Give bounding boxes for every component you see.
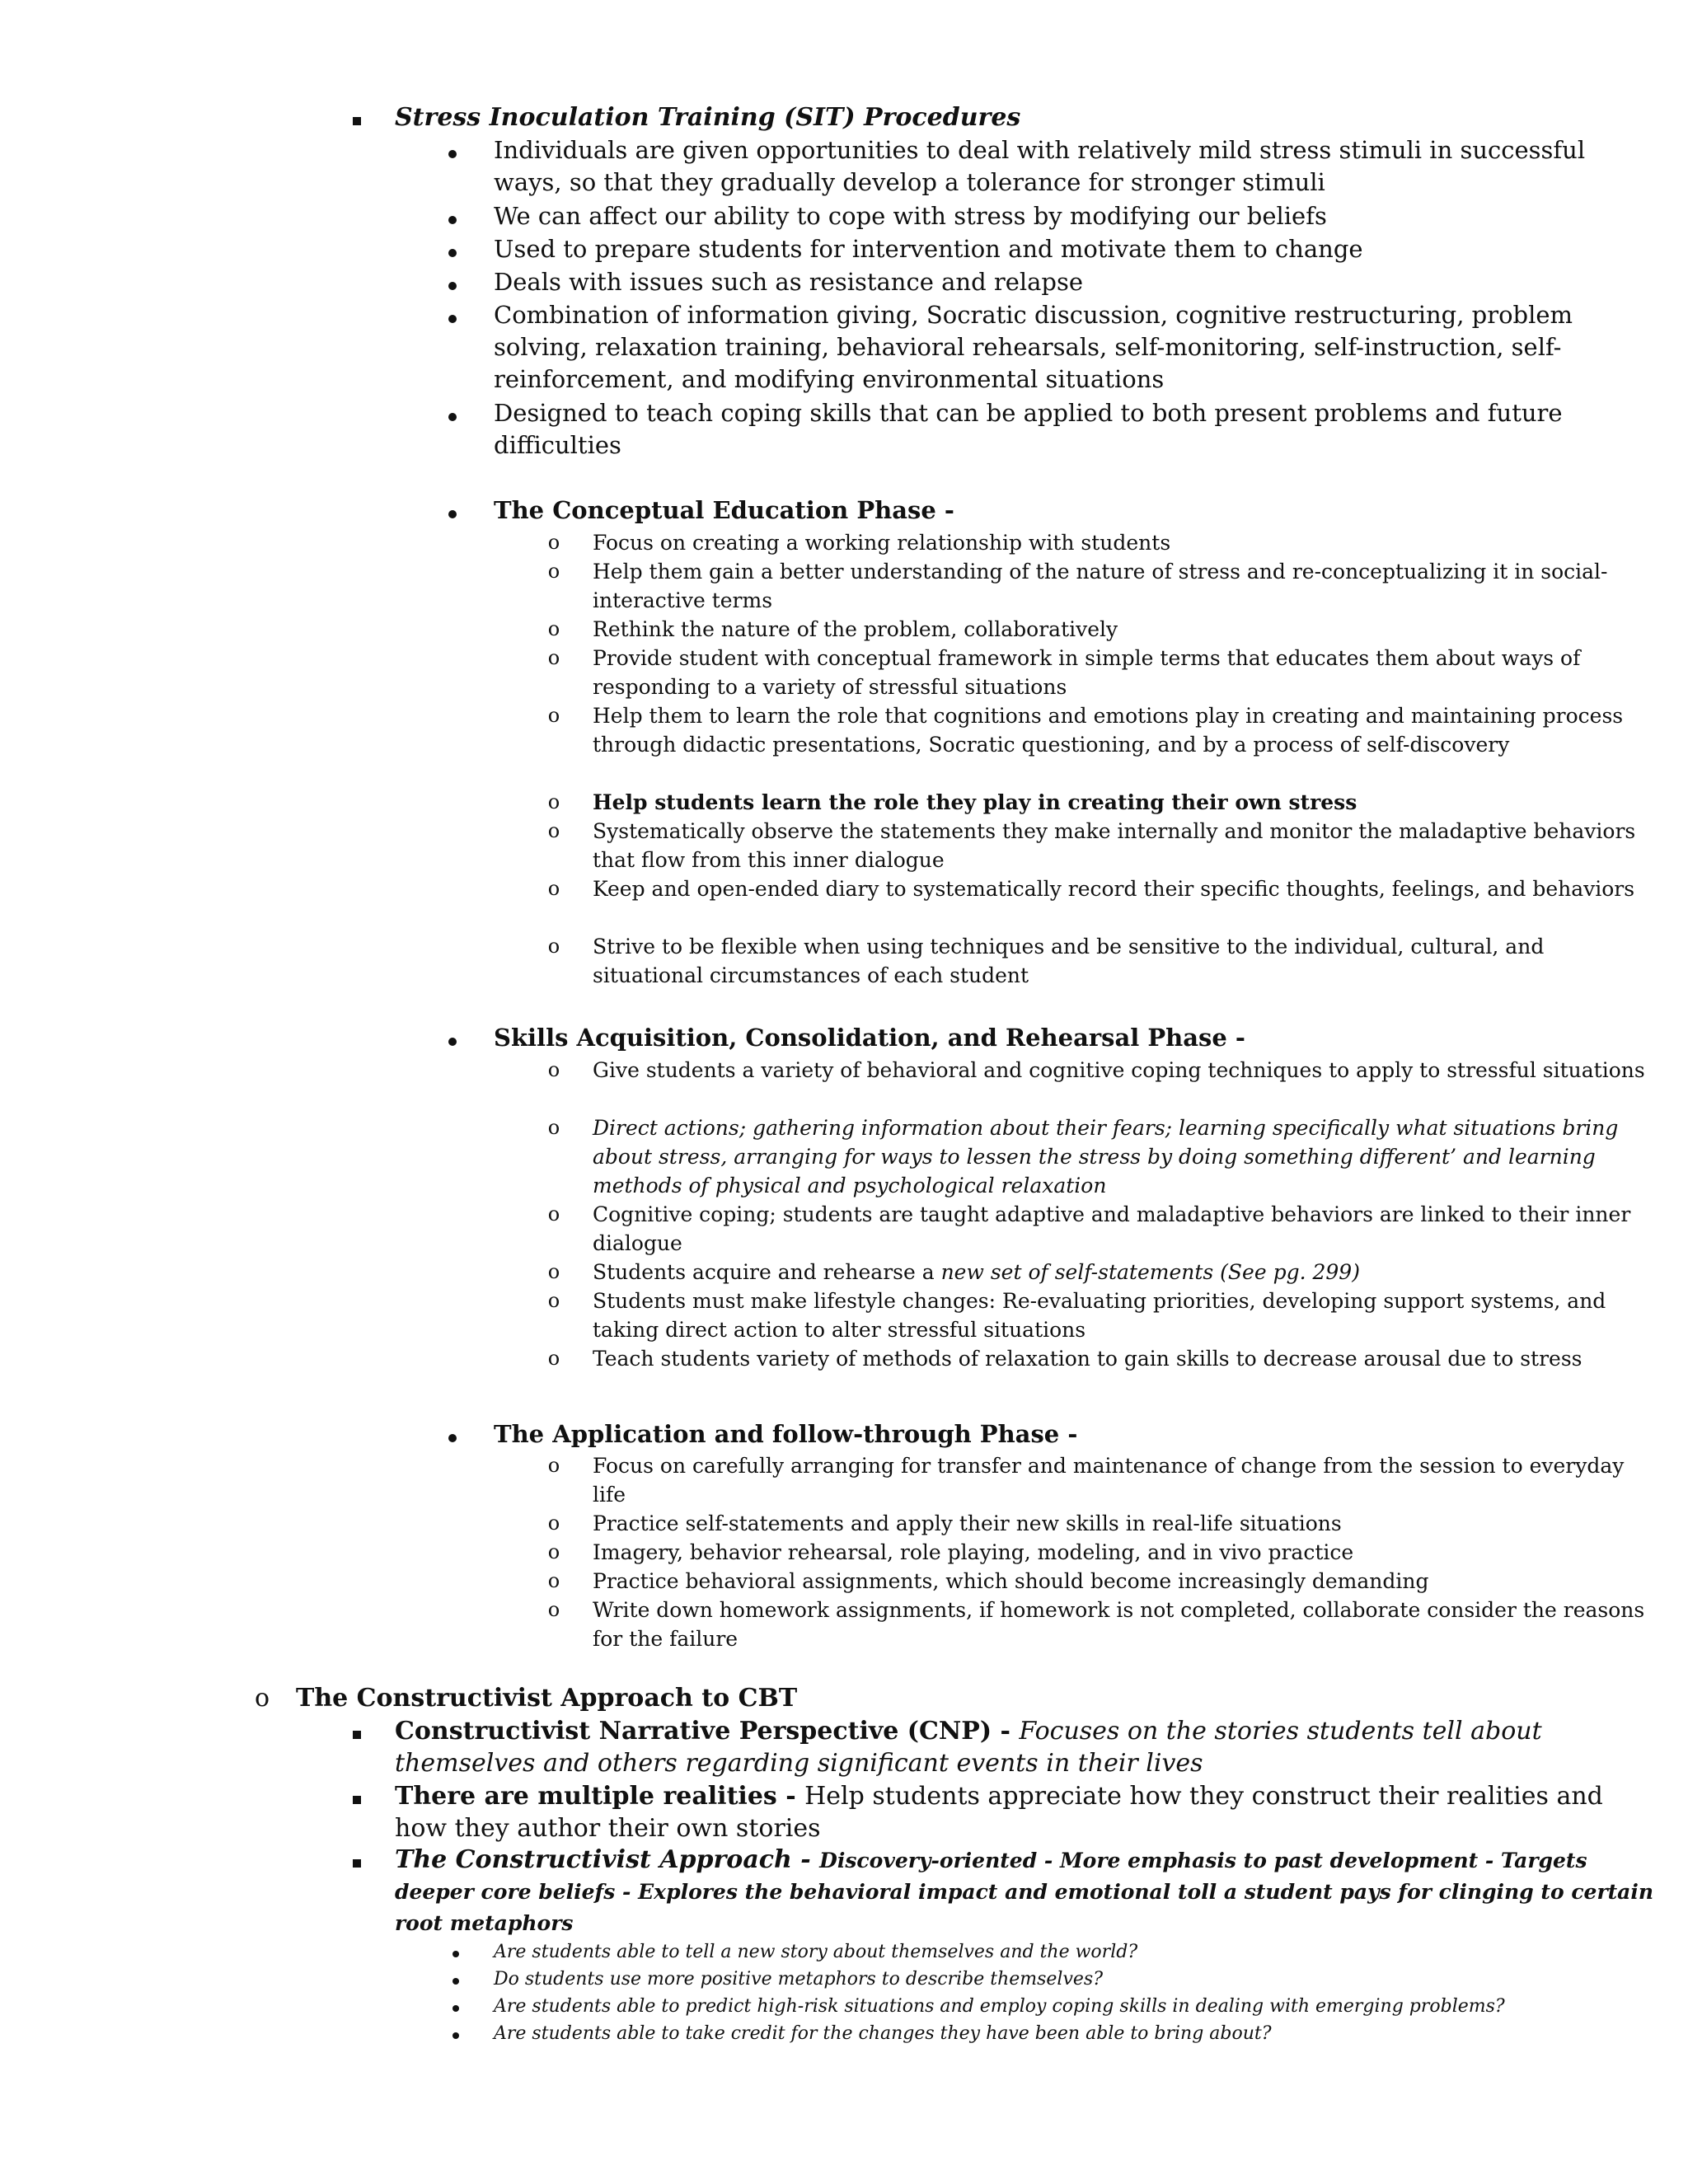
skills-item <box>547 1286 1655 1344</box>
conceptual-heading-item <box>494 494 1655 527</box>
circle-bullet-icon: o <box>547 560 560 583</box>
circle-bullet-icon: o <box>547 1058 560 1081</box>
question-text: Do students use more positive metaphors to describe themselves? <box>494 1969 1103 1990</box>
application-item-text: Write down homework assignments, if homework is not completed, collaborate consider the reasons for the failure <box>593 1598 1645 1651</box>
round-bullet-icon <box>444 200 461 232</box>
conceptual-item <box>547 701 1655 759</box>
conceptual-item-text: Help students learn the role they play in creating their own stress <box>593 790 1357 814</box>
round-bullet-icon <box>448 1993 464 2020</box>
conceptual-item-text: Focus on creating a working relationship with students <box>593 531 1171 555</box>
application-item-text: Focus on carefully arranging for transfer and maintenance of change from the session to everyday life <box>593 1454 1625 1507</box>
circle-bullet-icon: o <box>547 1202 560 1226</box>
circle-bullet-icon: o <box>547 1569 560 1592</box>
circle-bullet-icon: o <box>547 819 560 842</box>
skills-item <box>547 1344 1655 1373</box>
skills-item <box>547 1258 1655 1286</box>
round-bullet-icon <box>444 299 461 331</box>
constructivist-approach-item <box>395 1844 1655 1938</box>
application-item <box>547 1451 1655 1509</box>
circle-bullet-icon: o <box>547 1289 560 1312</box>
round-bullet-icon <box>444 1418 461 1451</box>
circle-bullet-icon: o <box>547 1116 560 1139</box>
question-item <box>494 1966 1655 1993</box>
multiple-realities-description: Help students appreciate how they construct their realities and how they author their own stories <box>395 1782 1603 1843</box>
circle-bullet-icon: o <box>547 1260 560 1283</box>
conceptual-item <box>547 615 1655 644</box>
conceptual-item <box>547 788 1655 817</box>
constructivist-heading-item <box>254 1682 1655 1714</box>
skills-item <box>547 1056 1655 1085</box>
constructivist-approach-description: Discovery-oriented - More emphasis to past development - Targets deeper core beliefs - Explores the behavioral impact and emotional toll a student pays for clinging to certain root metaphors <box>395 1849 1654 1935</box>
sit-bullet <box>494 299 1655 396</box>
conceptual-item <box>547 557 1655 615</box>
sit-bullet <box>494 233 1655 265</box>
round-bullet-icon <box>448 1966 464 1993</box>
question-text: Are students able to predict high-risk situations and employ coping skills in dealing with emerging problems? <box>494 1996 1505 2017</box>
skills-item-text <box>593 1258 1655 1286</box>
application-heading-item <box>494 1418 1655 1451</box>
circle-bullet-icon: o <box>547 935 560 958</box>
cnp-label: Constructivist Narrative Perspective (CNP) - <box>395 1717 1020 1746</box>
conceptual-item-text: Help them gain a better understanding of the nature of stress and re-conceptualizing it in social-interactive terms <box>593 560 1608 612</box>
constructivist-approach-label: The Constructivist Approach - <box>395 1845 820 1874</box>
skills-item <box>547 1200 1655 1258</box>
conceptual-heading: The Conceptual Education Phase - <box>494 496 954 524</box>
circle-bullet-icon: o <box>254 1684 270 1713</box>
question-text: Are students able to tell a new story about themselves and the world? <box>494 1942 1138 1962</box>
question-item <box>494 1938 1655 1966</box>
question-item <box>494 2020 1655 2047</box>
multiple-realities-text <box>395 1780 1655 1844</box>
sit-bullet <box>494 200 1655 232</box>
circle-bullet-icon: o <box>547 1454 560 1477</box>
application-item <box>547 1596 1655 1653</box>
sit-bullet-text: Individuals are given opportunities to deal with relatively mild stress stimuli in successful ways, so that they gradually develop a tolerance for stronger stimuli <box>494 136 1586 196</box>
skills-item-text: Cognitive coping; students are taught adaptive and maladaptive behaviors are linked to their inner dialogue <box>593 1202 1631 1255</box>
round-bullet-icon <box>448 1938 464 1966</box>
conceptual-item-text: Strive to be flexible when using techniques and be sensitive to the individual, cultural, and situational circumstances of each student <box>593 935 1545 987</box>
skills-item-text: Direct actions; gathering information about their fears; learning specifically what situations bring about stress, arranging for ways to lessen the stress by doing something different’ and learning methods of physical and psychological relaxation <box>593 1116 1619 1197</box>
application-item <box>547 1567 1655 1596</box>
sit-heading: Stress Inoculation Training (SIT) Procedures <box>395 103 1021 132</box>
sit-bullet-text: Used to prepare students for intervention and motivate them to change <box>494 235 1363 263</box>
sit-bullet <box>494 134 1655 199</box>
cnp-item <box>395 1715 1655 1779</box>
square-bullet-icon <box>349 1780 365 1812</box>
round-bullet-icon <box>444 397 461 429</box>
conceptual-item-text: Help them to learn the role that cognitions and emotions play in creating and maintaining process through didactic presentations, Socratic questioning, and by a process of self-discovery <box>593 704 1624 757</box>
circle-bullet-icon: o <box>547 646 560 669</box>
multiple-realities-label: There are multiple realities - <box>395 1782 805 1811</box>
square-bullet-icon <box>349 101 365 134</box>
question-text: Are students able to take credit for the changes they have been able to bring about? <box>494 2023 1272 2044</box>
circle-bullet-icon: o <box>547 704 560 727</box>
round-bullet-icon <box>444 1022 461 1054</box>
conceptual-item-text: Systematically observe the statements they make internally and monitor the maladaptive behaviors that flow from this inner dialogue <box>593 819 1636 872</box>
circle-bullet-icon: o <box>547 1347 560 1370</box>
skills-item-text-plain: Students acquire and rehearse a <box>593 1260 941 1284</box>
application-item-text: Practice behavioral assignments, which should become increasingly demanding <box>593 1569 1429 1593</box>
skills-heading: Skills Acquisition, Consolidation, and Rehearsal Phase - <box>494 1024 1245 1052</box>
circle-bullet-icon: o <box>547 877 560 900</box>
cnp-description: Focuses on the stories students tell about themselves and others regarding significant events in their lives <box>395 1717 1542 1778</box>
circle-bullet-icon: o <box>547 1540 560 1563</box>
round-bullet-icon <box>444 494 461 527</box>
application-item <box>547 1509 1655 1538</box>
application-heading: The Application and follow-through Phase - <box>494 1420 1078 1448</box>
sit-bullet-text: Designed to teach coping skills that can be applied to both present problems and future difficulties <box>494 399 1563 459</box>
sit-bullet-text: We can affect our ability to cope with stress by modifying our beliefs <box>494 202 1327 230</box>
circle-bullet-icon: o <box>547 790 560 813</box>
constructivist-heading: The Constructivist Approach to CBT <box>296 1684 798 1713</box>
sit-bullet-text: Deals with issues such as resistance and relapse <box>494 268 1084 296</box>
conceptual-item-text: Rethink the nature of the problem, collaboratively <box>593 617 1118 641</box>
sit-heading-item <box>395 101 1655 134</box>
skills-item-text: Teach students variety of methods of relaxation to gain skills to decrease arousal due to stress <box>593 1347 1582 1371</box>
circle-bullet-icon: o <box>547 1598 560 1621</box>
conceptual-item-text: Provide student with conceptual framework in simple terms that educates them about ways of responding to a variety of stressful situations <box>593 646 1581 699</box>
skills-item-text: Give students a variety of behavioral and cognitive coping techniques to apply to stressful situations <box>593 1058 1645 1082</box>
round-bullet-icon <box>444 233 461 265</box>
square-bullet-icon <box>349 1844 365 1875</box>
constructivist-approach-text <box>395 1844 1655 1938</box>
application-item-text: Practice self-statements and apply their new skills in real-life situations <box>593 1511 1342 1535</box>
skills-item-text-italic: new set of self-statements (See pg. 299) <box>940 1260 1360 1284</box>
skills-heading-item <box>494 1022 1655 1054</box>
application-item-text: Imagery, behavior rehearsal, role playing, modeling, and in vivo practice <box>593 1540 1354 1564</box>
conceptual-item-text: Keep and open-ended diary to systematically record their specific thoughts, feelings, and behaviors <box>593 877 1635 901</box>
conceptual-item <box>547 932 1655 990</box>
skills-item <box>547 1113 1655 1200</box>
conceptual-item <box>547 528 1655 557</box>
circle-bullet-icon: o <box>547 1511 560 1535</box>
conceptual-item <box>547 874 1655 903</box>
question-item <box>494 1993 1655 2020</box>
multiple-realities-item <box>395 1780 1655 1844</box>
square-bullet-icon <box>349 1715 365 1747</box>
conceptual-item <box>547 644 1655 701</box>
round-bullet-icon <box>444 266 461 298</box>
conceptual-item <box>547 817 1655 874</box>
application-item <box>547 1538 1655 1567</box>
circle-bullet-icon: o <box>547 617 560 640</box>
cnp-text <box>395 1715 1655 1779</box>
round-bullet-icon <box>444 134 461 166</box>
round-bullet-icon <box>448 2020 464 2047</box>
sit-bullet <box>494 397 1655 462</box>
skills-item-text: Students must make lifestyle changes: Re-evaluating priorities, developing support systems, and taking direct action to alter stressful situations <box>593 1289 1606 1342</box>
sit-bullet-text: Combination of information giving, Socratic discussion, cognitive restructuring, problem solving, relaxation training, behavioral rehearsals, self-monitoring, self-instruction, self-reinforcement, and modifying environmental situations <box>494 301 1573 393</box>
circle-bullet-icon: o <box>547 531 560 554</box>
sit-bullet <box>494 266 1655 298</box>
